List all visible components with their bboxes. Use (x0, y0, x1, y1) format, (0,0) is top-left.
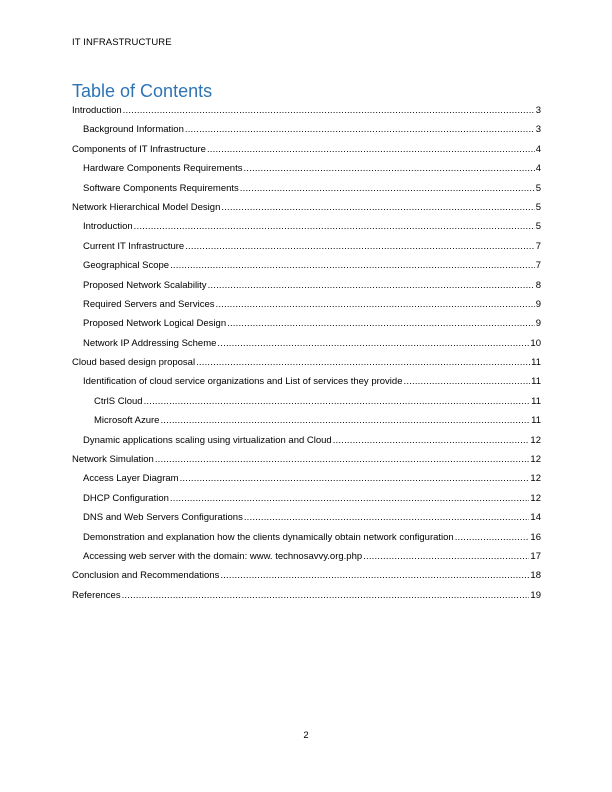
toc-entry-label: Introduction (83, 221, 133, 233)
toc-entry[interactable] (72, 123, 541, 142)
toc-entry-page: 5 (535, 201, 541, 213)
toc-entry[interactable] (72, 531, 541, 550)
toc-entry-label: Microsoft Azure (94, 415, 160, 427)
toc-leader-dots (170, 259, 535, 273)
toc-entry[interactable] (72, 356, 541, 375)
toc-entry-page: 11 (531, 395, 541, 407)
running-header: IT INFRASTRUCTURE (72, 37, 172, 48)
toc-entry-label: Proposed Network Scalability (83, 279, 207, 291)
toc-entry-page: 3 (535, 105, 541, 116)
toc-entry[interactable] (72, 589, 541, 608)
toc-entry-page: 5 (535, 221, 541, 233)
toc-leader-dots (122, 589, 530, 603)
toc-entry[interactable] (72, 220, 541, 239)
toc-entry-label: Conclusion and Recommendations (72, 570, 220, 582)
toc-entry[interactable] (72, 104, 541, 123)
toc-entry-label: Software Components Requirements (83, 182, 239, 194)
toc-entry-label: Geographical Scope (83, 260, 170, 272)
toc-entry-label: Proposed Network Logical Design (83, 318, 227, 330)
toc-entry[interactable] (72, 569, 541, 588)
toc-entry-label: Network Simulation (72, 454, 154, 466)
toc-leader-dots (134, 220, 535, 234)
toc-entry[interactable] (72, 143, 541, 162)
toc-entry-label: Background Information (83, 124, 184, 136)
toc-entry-page: 4 (535, 143, 541, 155)
toc-entry[interactable] (72, 317, 541, 336)
toc-entry-label: Introduction (72, 105, 122, 116)
toc-title: Table of Contents (72, 81, 213, 101)
toc-entry[interactable] (72, 414, 541, 433)
toc-leader-dots (217, 337, 529, 351)
toc-leader-dots (403, 375, 530, 389)
toc-leader-dots (208, 279, 535, 293)
toc-entry[interactable] (72, 259, 541, 278)
toc-entry-page: 11 (531, 357, 541, 369)
toc-entry-page: 12 (530, 492, 541, 504)
toc-leader-dots (240, 182, 535, 196)
toc-entry-page: 7 (535, 240, 541, 252)
toc-entry[interactable] (72, 240, 541, 259)
toc-entry[interactable] (72, 375, 541, 394)
toc-entry-label: CtrlS Cloud (94, 395, 143, 407)
table-of-contents (72, 104, 541, 608)
toc-entry-page: 16 (530, 531, 541, 543)
toc-leader-dots (144, 395, 531, 409)
toc-leader-dots (227, 317, 535, 331)
toc-leader-dots (170, 492, 530, 506)
toc-entry[interactable] (72, 511, 541, 530)
toc-entry-label: Dynamic applications scaling using virtualization and Cloud (83, 434, 332, 446)
toc-entry-label: Accessing web server with the domain: www. technosavvy.org.php (83, 550, 363, 562)
toc-entry-page: 19 (530, 589, 541, 601)
toc-entry[interactable] (72, 395, 541, 414)
toc-entry[interactable] (72, 279, 541, 298)
toc-leader-dots (243, 162, 534, 176)
toc-entry-label: Components of IT Infrastructure (72, 143, 206, 155)
toc-leader-dots (455, 531, 530, 545)
toc-entry-page: 12 (530, 454, 541, 466)
toc-leader-dots (196, 356, 530, 370)
toc-leader-dots (221, 201, 534, 215)
toc-entry-page: 17 (530, 550, 541, 562)
toc-entry-label: DHCP Configuration (83, 492, 169, 504)
toc-entry-page: 14 (530, 512, 541, 524)
toc-entry-page: 9 (535, 318, 541, 330)
toc-entry-page: 18 (530, 570, 541, 582)
toc-leader-dots (207, 143, 535, 157)
toc-entry-page: 11 (531, 415, 541, 427)
toc-leader-dots (180, 472, 530, 486)
toc-entry-label: Identification of cloud service organizations and List of services they provide (83, 376, 403, 388)
toc-entry[interactable] (72, 434, 541, 453)
toc-entry[interactable] (72, 201, 541, 220)
toc-leader-dots (333, 434, 530, 448)
toc-entry[interactable] (72, 182, 541, 201)
toc-entry-page: 4 (535, 163, 541, 175)
toc-entry-page: 5 (535, 182, 541, 194)
toc-entry-label: References (72, 589, 121, 601)
toc-entry-page: 8 (535, 279, 541, 291)
toc-entry-label: Required Servers and Services (83, 298, 215, 310)
toc-entry-page: 10 (530, 337, 541, 349)
toc-entry-label: DNS and Web Servers Configurations (83, 512, 243, 524)
toc-entry[interactable] (72, 492, 541, 511)
toc-entry-page: 12 (530, 473, 541, 485)
toc-leader-dots (123, 104, 535, 118)
toc-entry-page: 9 (535, 298, 541, 310)
page-number: 2 (303, 730, 309, 741)
toc-entry-label: Cloud based design proposal (72, 357, 196, 369)
toc-entry[interactable] (72, 472, 541, 491)
toc-entry-label: Network IP Addressing Scheme (83, 337, 217, 349)
toc-leader-dots (220, 569, 529, 583)
toc-entry-label: Access Layer Diagram (83, 473, 179, 485)
toc-leader-dots (185, 123, 535, 137)
toc-leader-dots (244, 511, 530, 525)
toc-entry-label: Demonstration and explanation how the clients dynamically obtain network configuration (83, 531, 454, 543)
toc-entry[interactable] (72, 337, 541, 356)
toc-entry[interactable] (72, 298, 541, 317)
toc-entry[interactable] (72, 550, 541, 569)
toc-entry-page: 3 (535, 124, 541, 136)
toc-entry-page: 12 (530, 434, 541, 446)
toc-leader-dots (185, 240, 535, 254)
toc-leader-dots (160, 414, 530, 428)
toc-entry-page: 11 (531, 376, 541, 388)
toc-entry-page: 7 (535, 260, 541, 272)
toc-leader-dots (215, 298, 534, 312)
toc-entry-label: Hardware Components Requirements (83, 163, 243, 175)
toc-entry-label: Current IT Infrastructure (83, 240, 185, 252)
toc-entry-label: Network Hierarchical Model Design (72, 201, 221, 213)
toc-entry[interactable] (72, 453, 541, 472)
toc-entry[interactable] (72, 162, 541, 181)
toc-leader-dots (363, 550, 529, 564)
toc-leader-dots (155, 453, 530, 467)
